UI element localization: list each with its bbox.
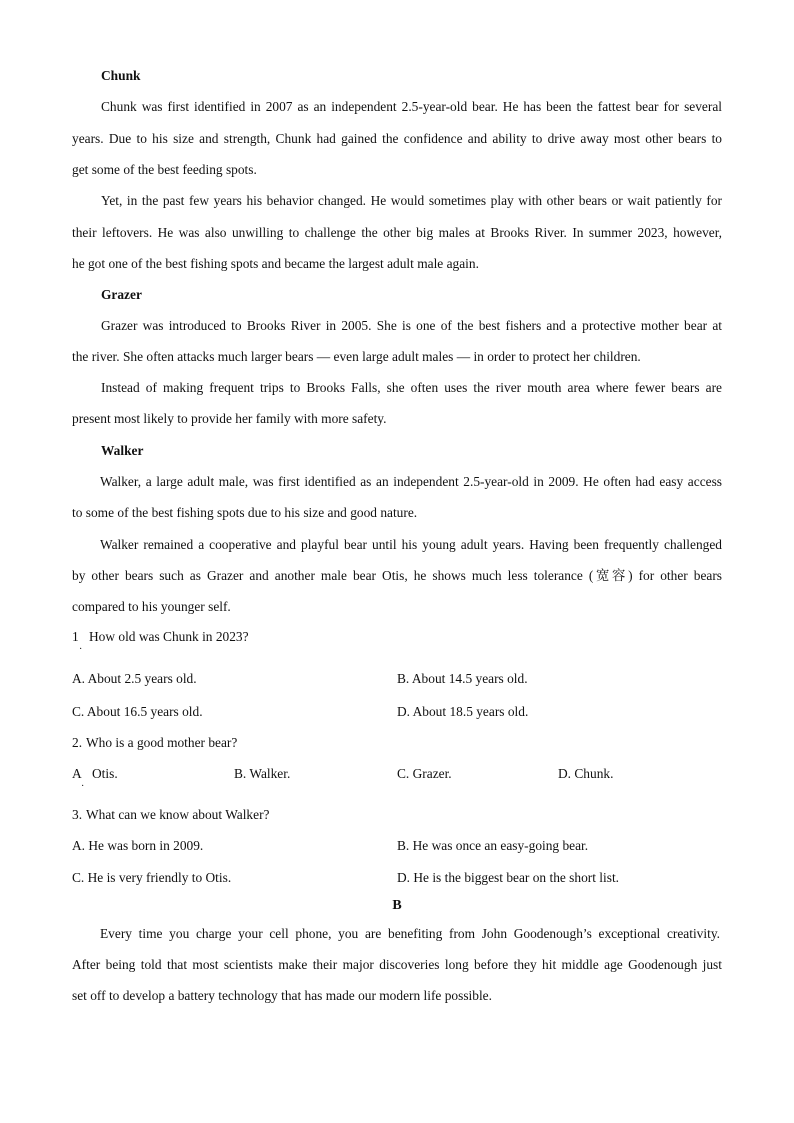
walker-heading: Walker xyxy=(101,443,144,458)
walker-paragraph-1-line-1: Walker, a large adult male, was first identified as an independent 2.5-year-old in 2009. He often had easy access xyxy=(100,474,722,489)
question-2-number: 2. xyxy=(72,735,83,750)
grazer-paragraph-2-line-2: present most likely to provide her family with more safety. xyxy=(72,411,387,426)
grazer-heading: Grazer xyxy=(101,287,142,302)
question-2-text: Who is a good mother bear? xyxy=(86,735,238,750)
grazer-paragraph-2-line-1: Instead of making frequent trips to Brooks Falls, she often uses the river mouth area where fewer bears are xyxy=(101,380,722,395)
dot-mark: · xyxy=(79,644,83,655)
question-3-option-b[interactable]: B. He was once an easy-going bear. xyxy=(397,838,589,853)
walker-paragraph-2-line-2: by other bears such as Grazer and another male bear Otis, he shows much less tolerance (宽容) for other bears xyxy=(72,568,722,583)
question-1-option-b[interactable]: B. About 14.5 years old. xyxy=(397,671,528,686)
passage-b-line-1: Every time you charge your cell phone, you are benefiting from John Goodenough’s exceptional creativity. xyxy=(100,926,720,941)
passage-b-line-2: After being told that most scientists make their major discoveries long before they hit middle age Goodenough just xyxy=(72,957,722,972)
grazer-paragraph-1-line-1: Grazer was introduced to Brooks River in 2005. She is one of the best fishers and a protective mother bear at xyxy=(101,318,722,333)
question-3-option-d[interactable]: D. He is the biggest bear on the short list. xyxy=(397,870,620,885)
walker-paragraph-2-line-1: Walker remained a cooperative and playful bear until his young adult years. Having been frequently challenged xyxy=(100,537,722,552)
question-2-option-b[interactable]: B. Walker. xyxy=(234,766,291,781)
question-3-option-a[interactable]: A. He was born in 2009. xyxy=(72,838,204,853)
question-1-option-a[interactable]: A. About 2.5 years old. xyxy=(72,671,197,686)
question-2-option-d[interactable]: D. Chunk. xyxy=(558,766,614,781)
walker-paragraph-2-line-3: compared to his younger self. xyxy=(72,599,231,614)
question-1-option-d[interactable]: D. About 18.5 years old. xyxy=(397,704,529,719)
question-2-option-c[interactable]: C. Grazer. xyxy=(397,766,452,781)
chunk-paragraph-1-line-3: get some of the best feeding spots. xyxy=(72,162,257,177)
passage-b-line-3: set off to develop a battery technology that has made our modern life possible. xyxy=(72,988,492,1003)
question-1-number: 1 xyxy=(72,629,79,644)
section-b-heading: B xyxy=(392,898,402,913)
walker-paragraph-1-line-2: to some of the best fishing spots due to his size and good nature. xyxy=(72,505,418,520)
question-3-option-c[interactable]: C. He is very friendly to Otis. xyxy=(72,870,232,885)
chunk-paragraph-2-line-3: he got one of the best fishing spots and became the largest adult male again. xyxy=(72,256,479,271)
chunk-paragraph-2-line-2: their leftovers. He was also unwilling to challenge the other big males at Brooks River. In summer 2023, however, xyxy=(72,225,722,240)
chunk-paragraph-1-line-2: years. Due to his size and strength, Chunk had gained the confidence and ability to drive away most other bears to xyxy=(72,131,722,146)
chunk-heading: Chunk xyxy=(101,68,141,83)
chunk-paragraph-1-line-1: Chunk was first identified in 2007 as an independent 2.5-year-old bear. He has been the fattest bear for several xyxy=(101,99,722,114)
question-2-option-a[interactable]: Otis. xyxy=(92,766,118,781)
dot-mark: · xyxy=(81,781,85,792)
grazer-paragraph-1-line-2: the river. She often attacks much larger bears — even large adult males — in order to protect her children. xyxy=(72,349,641,364)
chunk-paragraph-2-line-1: Yet, in the past few years his behavior changed. He would sometimes play with other bears or wait patiently for xyxy=(101,193,722,208)
question-1-text: How old was Chunk in 2023? xyxy=(89,629,249,644)
question-1-option-c[interactable]: C. About 16.5 years old. xyxy=(72,704,203,719)
question-3-text: What can we know about Walker? xyxy=(86,807,270,822)
question-3-number: 3. xyxy=(72,807,83,822)
question-2-option-a-letter[interactable]: A xyxy=(72,766,82,781)
